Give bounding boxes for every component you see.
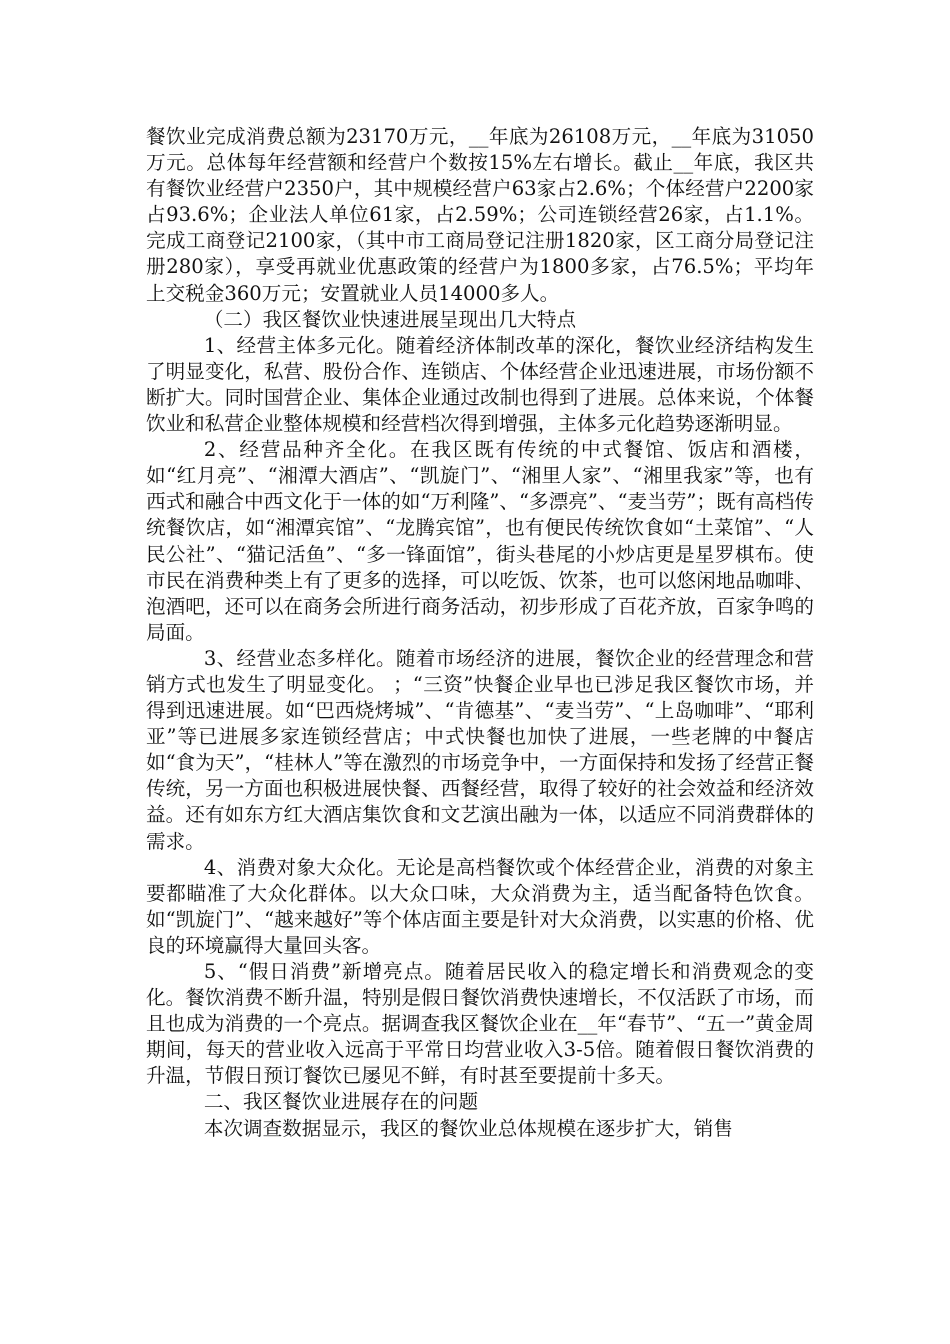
section-heading-features: （二）我区餐饮业快速进展呈现出几大特点 xyxy=(203,307,577,331)
document-body xyxy=(146,124,814,1142)
paragraph-survey: 本次调查数据显示，我区的餐饮业总体规模在逐步扩大，销售 xyxy=(203,1116,733,1140)
paragraph-feature-2: 2、经营品种齐全化。在我区既有传统的中式餐馆、饭店和酒楼，如“红月亮”、“湘潭大酒店”、“凯旋门”、“湘里人家”、“湘里我家”等，也有西式和融合中西文化于一体的如“万利隆”、“多漂亮”、“麦当劳”；既有高档传统餐饮店，如“湘潭宾馆”、“龙腾宾馆”，也有便民传统饮食如“土菜馆”、“人民公社”、“猫记活鱼”、“多一锋面馆”，街头巷尾的小炒店更是星罗棋布。使市民在消费种类上有了更多的选择，可以吃饭、饮茶，也可以悠闲地品咖啡、泡酒吧，还可以在商务会所进行商务活动，初步形成了百花齐放，百家争鸣的局面。 xyxy=(146,438,814,644)
section-heading-problems: 二、我区餐饮业进展存在的问题 xyxy=(203,1090,479,1114)
paragraph-feature-4: 4、消费对象大众化。无论是高档餐饮或个体经营企业，消费的对象主要都瞄准了大众化群体。以大众口味，大众消费为主，适当配备特色饮食。如“凯旋门”、“越来越好”等个体店面主要是针对大众消费，以实惠的价格、优良的环境赢得大量回头客。 xyxy=(146,855,814,957)
paragraph-feature-1: 1、经营主体多元化。随着经济体制改革的深化，餐饮业经济结构发生了明显变化，私营、股份合作、连锁店、个体经营企业迅速进展，市场份额不断扩大。同时国营企业、集体企业通过改制也得到了进展。总体来说，个体餐饮业和私营企业整体规模和经营档次得到增强，主体多元化趋势逐渐明显。 xyxy=(146,333,814,436)
paragraph-feature-3: 3、经营业态多样化。随着市场经济的进展，餐饮企业的经营理念和营销方式也发生了明显变化。 ；“三资”快餐企业早也已涉足我区餐饮市场，并得到迅速进展。如“巴西烧烤城”、“肯德基”、“麦当劳”、“上岛咖啡”、“耶利亚”等已进展多家连锁经营店；中式快餐也加快了进展，一些老牌的中餐店如“食为天”，“桂林人”等在激烈的市场竞争中，一方面保持和发扬了经营正餐传统，另一方面也积极进展快餐、西餐经营，取得了较好的社会效益和经济效益。还有如东方红大酒店集饮食和文艺演出融为一体，以适应不同消费群体的需求。 xyxy=(146,646,814,853)
paragraph-statistics: 餐饮业完成消费总额为23170万元，__年底为26108万元，__年底为31050万元。总体每年经营额和经营户个数按15%左右增长。截止__年底，我区共有餐饮业经营户2350户，其中规模经营户63家占2.6%；个体经营户2200家占93.6%；企业法人单位61家，占2.59%；公司连锁经营26家，占1.1%。完成工商登记2100家，（其中市工商局登记注册1820家，区工商分局登记注册280家），享受再就业优惠政策的经营户为1800多家，占76.5%；平均年上交税金360万元；安置就业人员14000多人。 xyxy=(146,125,814,305)
paragraph-feature-5: 5、“假日消费”新增亮点。随着居民收入的稳定增长和消费观念的变化。餐饮消费不断升温，特别是假日餐饮消费快速增长，不仅活跃了市场，而且也成为消费的一个亮点。据调查我区餐饮企业在__年“春节”、“五一”黄金周期间，每天的营业收入远高于平常日均营业收入3-5倍。随着假日餐饮消费的升温，节假日预订餐饮已屡见不鲜，有时甚至要提前十多天。 xyxy=(146,960,814,1088)
